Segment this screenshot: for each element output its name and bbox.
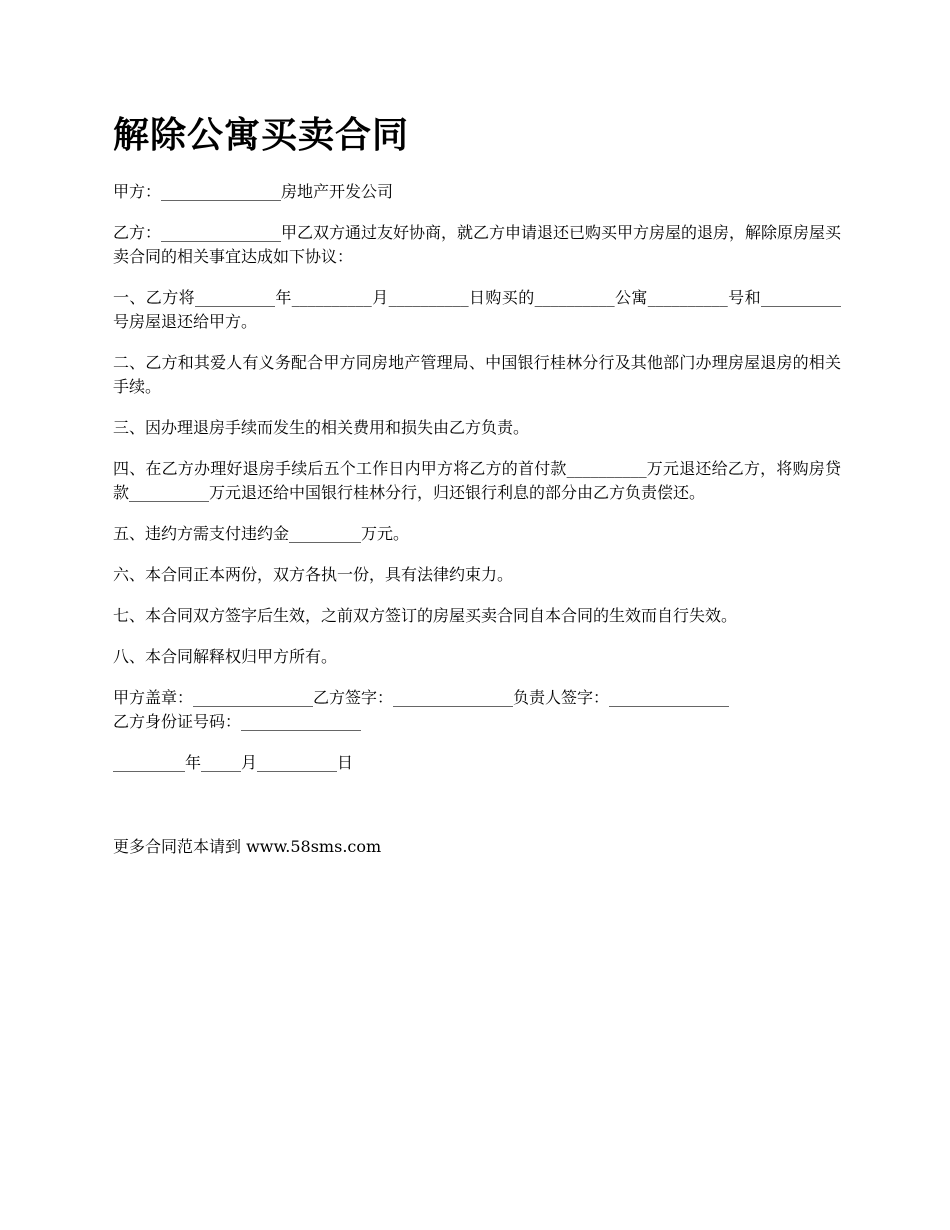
clause-3: 三、因办理退房手续而发生的相关费用和损失由乙方负责。 (113, 418, 530, 437)
clause-6: 六、本合同正本两份，双方各执一份，具有法律约束力。 (113, 565, 514, 584)
clause-5: 五、违约方需支付违约金_________万元。 (113, 524, 410, 543)
document-title: 解除公寓买卖合同 (113, 115, 410, 156)
clause-4: 四、在乙方办理好退房手续后五个工作日内甲方将乙方的首付款__________万元退还给乙方，将购房贷款__________万元退还给中国银行桂林分行，归还银行利息的部分由乙方负责偿还。 (113, 459, 841, 502)
contract-document (113, 112, 841, 875)
clause-7: 七、本合同双方签字后生效，之前双方签订的房屋买卖合同自本合同的生效而自行失效。 (113, 606, 738, 625)
clause-8: 八、本合同解释权归甲方所有。 (113, 647, 338, 666)
date-line: _________年_____月__________日 (113, 753, 354, 772)
party-b-intro: 乙方：_______________甲乙双方通过友好协商，就乙方申请退还已购买甲方房屋的退房，解除原房屋买卖合同的相关事宜达成如下协议： (113, 223, 842, 266)
footer-link[interactable]: 更多合同范本请到 www.58sms.com (113, 837, 382, 856)
signature-line: 甲方盖章：_______________乙方签字：_______________负责人签字：_______________ (113, 688, 730, 707)
party-a-line: 甲方：_______________房地产开发公司 (113, 182, 394, 201)
id-number-line: 乙方身份证号码：_______________ (113, 712, 362, 731)
clause-1: 一、乙方将__________年__________月__________日购买的__________公寓__________号和__________号房屋退还给甲方。 (113, 288, 841, 331)
clause-2: 二、乙方和其爱人有义务配合甲方同房地产管理局、中国银行桂林分行及其他部门办理房屋退房的相关手续。 (113, 353, 841, 396)
